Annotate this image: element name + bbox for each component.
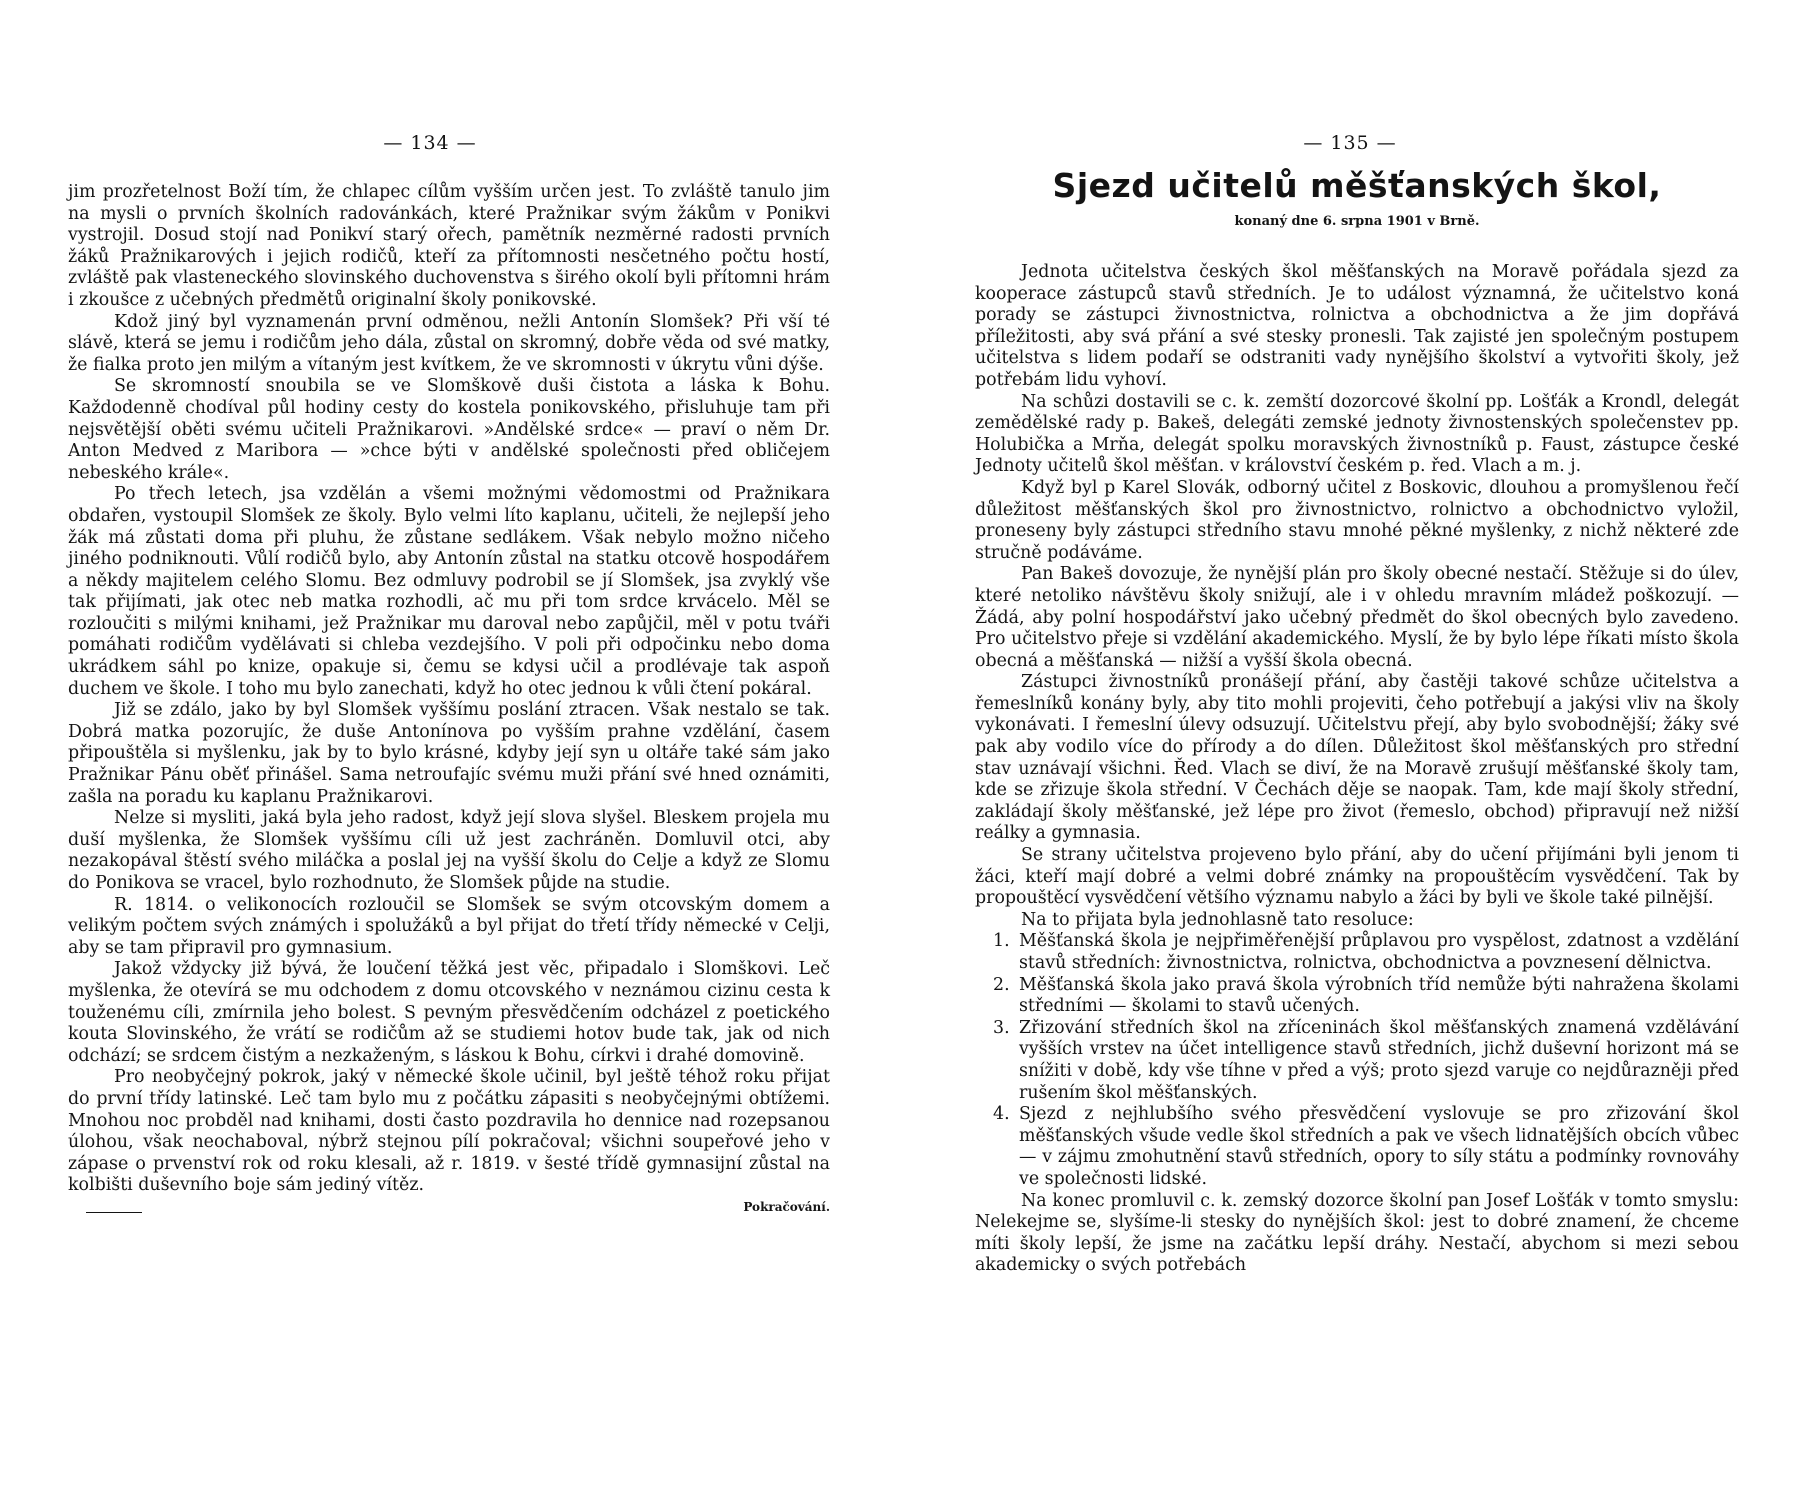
paragraph: Jakož vždycky již bývá, že loučení těžká jest věc, připadalo i Slomškovi. Leč myšlenka, že otevírá se mu odchodem z domu otcovského v neznámou cizinu cesta k touženému cíli, zmírnila jeho bolest. S pevným přesvědčením odcházel z poetického kouta Slovinského, že vrátí se rodičům až se studiemi hotov bude tak, jak od nich odchází; se srdcem čistým a nezkaženým, s láskou k Bohu, církvi i drahé domovině. (68, 959, 830, 1066)
right-page (900, 0, 1800, 1500)
paragraph: Kdož jiný byl vyznamenán první odměnou, nežli Antonín Slomšek? Při vší té slávě, která se jemu i rodičům jeho dála, zůstal on skromný, dobře věda od své matky, že fialka proto jen milým a vítaným jest kvítkem, že ve skromnosti v úkrytu vůni dýše. (68, 311, 830, 375)
paragraph: Jednota učitelstva českých škol měšťanských na Moravě pořádala sjezd za kooperace zástupců stavů středních. Je to událost významná, že učitelstvo koná porady se zástupci živnostnictva, rolnictva a obchodnictva a že jim dopřává příležitosti, aby svá přání a své stesky pronesli. Tak zajisté jen společným postupem učitelstva s lidem podaří se odstraniti vady nynějšího školství a vytvořiti školy, jež potřebám lidu vyhoví. (975, 262, 1739, 390)
resolution-number: 4. (993, 1104, 1010, 1125)
resolution-text: Sjezd z nejhlubšího svého přesvědčení vyslovuje se pro zřizování škol měšťanských všude vedle škol středních a pak ve všech lidnatějších obcích vůbec — v zájmu zmohutnění stavů středních, opory to síly státu a podmínky rovnováhy ve společnosti lidské. (1019, 1104, 1739, 1189)
continuation-note: Pokračování. (743, 1199, 830, 1214)
right-text-column (975, 262, 1739, 1277)
resolution-text: Měšťanská škola je nejpřiměřenější průplavou pro vyspělost, zdatnost a vzdělání stavů středních: živnostnictva, rolnictva, obchodnictva a povznesení dělnictva. (1019, 931, 1739, 973)
paragraph: Na konec promluvil c. k. zemský dozorce školní pan Josef Lošťák v tomto smyslu: Nelekejme se, slyšíme-li stesky do nynějších škol: jest to dobré znamení, že chceme míti školy lepší, že jsme na začátku lepší dráhy. Nestačí, abychom si mezi sebou akademicky o svých potřebách (975, 1190, 1739, 1276)
paragraph: Nelze si mysliti, jaká byla jeho radost, když její slova slyšel. Bleskem projela mu duší myšlenka, že Slomšek vyššímu cíli už jest zachráněn. Domluvil otci, aby nezakopával štěstí svého miláčka a poslal jej na vyšší školu do Celje a když ze Slomu do Ponikova se vracel, bylo rozhodnuto, že Slomšek půjde na studie. (68, 808, 830, 893)
resolution-item (975, 975, 1739, 1018)
resolution-text: Zřizování středních škol na zříceninách škol měšťanských znamená vzdělávání vyšších vrstev na účet intelligence stavů středních, jichž duševní horizont má se snížiti v době, kdy vše tíhne v před a výš; proto sjezd varuje co nejdůrazněji před rušením škol měšťanských. (1019, 1017, 1739, 1103)
paragraph: Pan Bakeš dovozuje, že nynější plán pro školy obecné nestačí. Stěžuje si do úlev, které netoliko návštěvu školy snižují, ale i v ohledu mravním mládež poškozují. — Žádá, aby polní hospodářství jako učebný předmět do škol obecných bylo zavedeno. Pro učitelstvo přeje si vzdělání akademického. Myslí, že by bylo lépe říkati místo škola obecná a měšťanská — nižší a vyšší škola obecná. (975, 564, 1739, 671)
page-number-right: — 135 — (1303, 132, 1397, 154)
end-of-page-line (68, 1197, 830, 1219)
paragraph: Již se zdálo, jako by byl Slomšek vyššímu poslání ztracen. Však nestalo se tak. Dobrá matka pozorujíc, že duše Antonínova po vyšším prahne vzdělání, časem připouštěla si myšlenku, jak by to bylo krásné, kdyby její syn u oltáře také sám jako Pražnikar Pánu oběť přinášel. Sama netroufajíc svému muži přání své hned oznámiti, zašla na poradu ku kaplanu Pražnikarovi. (68, 700, 830, 807)
resolution-intro: Na to přijata byla jednohlasně tato resoluce: (1021, 909, 1414, 930)
last-paragraph: Pro neobyčejný pokrok, jaký v německé škole učinil, byl ještě téhož roku přijat do první třídy latinské. Leč tam bylo mu z počátku zápasiti s neobyčejnými obtížemi. Mnohou noc probděl nad knihami, dosti často pozdravila ho dennice nad rozepsanou úlohou, však neochaboval, nýbrž stejnou pílí pokračoval; všichni soupeřové jeho v zápase o prvenství rok od roku klesali, až r. 1819. v šesté třídě gymnasijní zůstal na kolbišti duševního boje sám jediný vítěz. (68, 1067, 830, 1196)
resolution-item (975, 1104, 1739, 1190)
paragraph: Na schůzi dostavili se c. k. zemští dozorcové školní pp. Lošťák a Krondl, delegát zemědělské rady p. Bakeš, delegáti zemské jednoty živnostenských společenstev pp. Holubička a Mrňa, delegát spolku moravských živnostníků p. Faust, zástupce české Jednoty učitelů škol měšťan. v království českém p. řed. Vlach a m. j. (975, 391, 1739, 477)
paragraph: Po třech letech, jsa vzdělán a všemi možnými vědomostmi od Pražnikara obdařen, vystoupil Slomšek ze školy. Bylo velmi líto kaplanu, učiteli, že nejlepší jeho žák má zůstati doma při pluhu, že zůstane sedlákem. Však nebylo možno ničeho jiného podniknouti. Vůlí rodičů bylo, aby Antonín zůstal na statku otcově hospodářem a někdy majitelem celého Slomu. Bez odmluvy podrobil se jí Slomšek, jsa zvyklý vše tak přijímati, jak otec neb matka rozhodli, ač mu při tom srdce krvácelo. Měl se rozloučiti s milými knihami, jež Pražnikar mu daroval nebo zapůjčil, měl v potu tváři pomáhati rodičům vydělávati si chleba vezdejšího. V poli při odpočinku nebo doma ukrádkem sáhl po knize, opakuje si, čemu se kdysi učil a prodlévaje tak aspoň duchem ve škole. I toho mu bylo zanechati, když ho otec jednou k vůli čtení pokáral. (68, 484, 830, 699)
article-title: Sjezd učitelů měšťanských škol, (1052, 166, 1662, 205)
resolution-number: 2. (993, 974, 1010, 995)
resolution-item (975, 931, 1739, 974)
paragraph: jim prozřetelnost Boží tím, že chlapec cílům vyšším určen jest. To zvláště tanulo jim na mysli o prvních školních radovánkách, které Pražnikar svým žákům v Ponikvi vystrojil. Dosud stojí nad Ponikví starý ořech, pamětník nezměrné radosti prvních žáků Pražnikarových i jejich rodičů, kteří za přítomnosti nesčetného počtu hostí, zvláště pak vlasteneckého slovinského duchovenstva s širého okolí byli přítomni hrám i zkoušce z učebných předmětů originalní školy ponikovské. (68, 182, 830, 310)
end-rule (86, 1212, 142, 1213)
resolution-number: 1. (993, 931, 1010, 952)
resolution-text: Měšťanská škola jako pravá škola výrobních tříd nemůže býti nahražena školami středními — školami to stavů učených. (1019, 974, 1739, 1017)
resolution-item (975, 1018, 1739, 1104)
paragraph: Zástupci živnostníků pronášejí přání, aby častěji takové schůze učitelstva a řemeslníků konány byly, aby tito mohli projeviti, čeho potřebují a jakýsi vliv na školy vykonávati. I řemeslní úlevy odsuzují. Učitelstvu přejí, aby bylo svobodnější; žáky své pak aby vodilo více do přírody a do dílen. Důležitost škol měšťanských pro střední stav uznávají všichni. Řed. Vlach se diví, že na Moravě zrušují měšťanské školy tam, kde se zřizuje škola střední. V Čechách děje se naopak. Tam, kde mají školy střední, zakládají školy měšťanské, jež lépe pro život (řemeslo, obchod) připravují než nižší reálky a gymnasia. (975, 672, 1739, 844)
paragraph: R. 1814. o velikonocích rozloučil se Slomšek se svým otcovským domem a velikým počtem svých známých i spolužáků a byl přijat do třetí třídy německé v Celji, aby se tam připravil pro gymnasium. (68, 894, 830, 958)
article-subtitle: konaný dne 6. srpna 1901 v Brně. (1234, 214, 1480, 229)
resolution-number: 3. (993, 1017, 1010, 1038)
paragraph: Se strany učitelstva projeveno bylo přání, aby do učení přijímáni byli jenom ti žáci, kteří mají dobré a velmi dobré známky na propouštěcím vysvědčení. Tak by propouštěcí vysvědčení většího významu nabylo a žáci by byli ve škole také pilnější. (975, 845, 1739, 909)
page-number-left: — 134 — (383, 132, 477, 154)
paragraph: Když byl p Karel Slovák, odborný učitel z Boskovic, dlouhou a promyšlenou řečí důležitost měšťanských škol pro živnostnictvo, rolnictvo a obchodnictvo vyložil, proneseny byly zástupci středního stavu mnohé pěkné myšlenky, z nichž některé zde stručně podáváme. (975, 477, 1739, 563)
paragraph: Se skromností snoubila se ve Slomškově duši čistota a láska k Bohu. Každodenně chodíval půl hodiny cesty do kostela ponikovského, přisluhuje tam při nejsvětější oběti svému učiteli Pražnikarovi. »Andělské srdce« — praví o něm Dr. Anton Medved z Maribora — »chce býti v andělské společnosti před obličejem nebeského krále«. (68, 376, 830, 483)
left-text-column (68, 182, 830, 1219)
